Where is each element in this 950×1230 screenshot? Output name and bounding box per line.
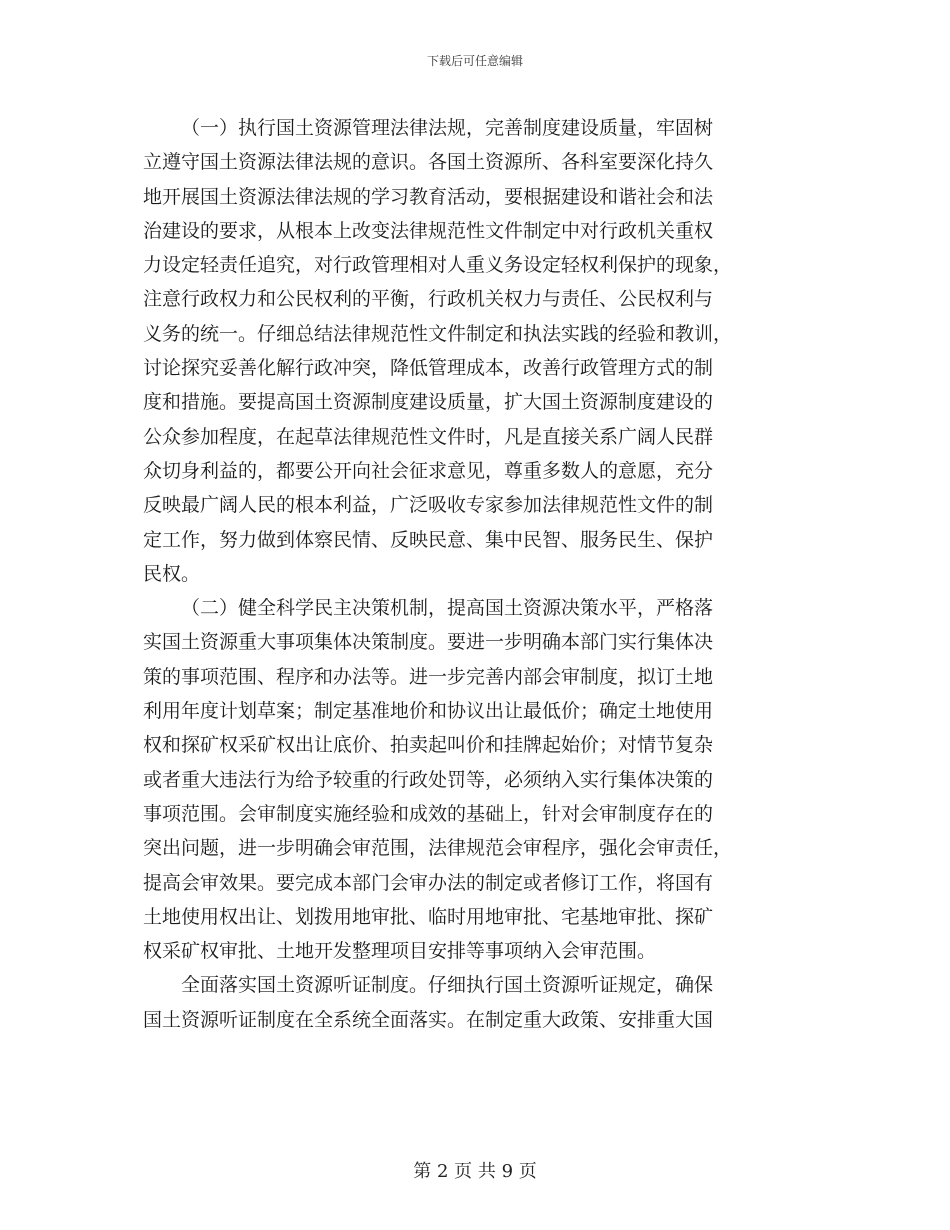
text-line: 策的事项范围、程序和办法等。进一步完善内部会审制度，拟订土地	[143, 665, 714, 688]
text-line: 度和措施。要提高国土资源制度建设质量，扩大国土资源制度建设的	[143, 391, 714, 414]
text-line: 权和探矿权采矿权出让底价、拍卖起叫价和挂牌起始价；对情节复杂	[143, 734, 714, 757]
text-line: 反映最广阔人民的根本利益，广泛吸收专家参加法律规范性文件的制	[143, 494, 714, 517]
text-line: 地开展国土资源法律法规的学习教育活动，要根据建设和谐社会和法	[143, 185, 714, 208]
text-line: 公众参加程度，在起草法律规范性文件时，凡是直接关系广阔人民群	[143, 425, 714, 448]
text-line: 民权。	[143, 562, 201, 585]
text-line: 国土资源听证制度在全系统全面落实。在制定重大政策、安排重大国	[143, 1008, 714, 1031]
document-body	[143, 111, 808, 1037]
text-line: 义务的统一。仔细总结法律规范性文件制定和执法实践的经验和教训，	[143, 322, 733, 345]
text-line: 众切身利益的，都要公开向社会征求意见，尊重多数人的意愿，充分	[143, 459, 714, 482]
text-line: 提高会审效果。要完成本部门会审办法的制定或者修订工作，将国有	[143, 871, 714, 894]
text-line: 或者重大违法行为给予较重的行政处罚等，必须纳入实行集体决策的	[143, 768, 714, 791]
text-line: 治建设的要求，从根本上改变法律规范性文件制定中对行政机关重权	[143, 219, 714, 242]
text-line: （一）执行国土资源管理法律法规，完善制度建设质量，牢固树	[181, 117, 714, 139]
text-line: 讨论探究妥善化解行政冲突，降低管理成本，改善行政管理方式的制	[143, 357, 714, 380]
paragraph-2	[143, 591, 808, 968]
page-header: 下载后可任意编辑	[426, 54, 523, 68]
paragraph-1	[143, 111, 808, 591]
page-footer: 第 2 页 共 9 页	[413, 1161, 537, 1182]
text-line: 注意行政权力和公民权利的平衡，行政机关权力与责任、公民权利与	[143, 288, 714, 311]
text-line: （二）健全科学民主决策机制，提高国土资源决策水平，严格落	[181, 597, 714, 620]
text-line: 土地使用权出让、划拨用地审批、临时用地审批、宅基地审批、探矿	[143, 905, 714, 928]
text-line: 实国土资源重大事项集体决策制度。要进一步明确本部门实行集体决	[143, 631, 714, 654]
text-line: 力设定轻责任追究，对行政管理相对人重义务设定轻权利保护的现象，	[143, 254, 733, 277]
text-line: 突出问题，进一步明确会审范围，法律规范会审程序，强化会审责任，	[143, 837, 733, 860]
text-line: 定工作，努力做到体察民情、反映民意、集中民智、服务民生、保护	[143, 528, 714, 551]
text-line: 利用年度计划草案；制定基准地价和协议出让最低价；确定土地使用	[143, 700, 714, 723]
paragraph-3	[143, 968, 808, 1037]
text-line: 权采矿权审批、土地开发整理项目安排等事项纳入会审范围。	[143, 940, 657, 963]
text-line: 立遵守国土资源法律法规的意识。各国土资源所、各科室要深化持久	[143, 151, 714, 174]
text-line: 全面落实国土资源听证制度。仔细执行国土资源听证规定，确保	[181, 974, 714, 997]
text-line: 事项范围。会审制度实施经验和成效的基础上，针对会审制度存在的	[143, 802, 714, 825]
